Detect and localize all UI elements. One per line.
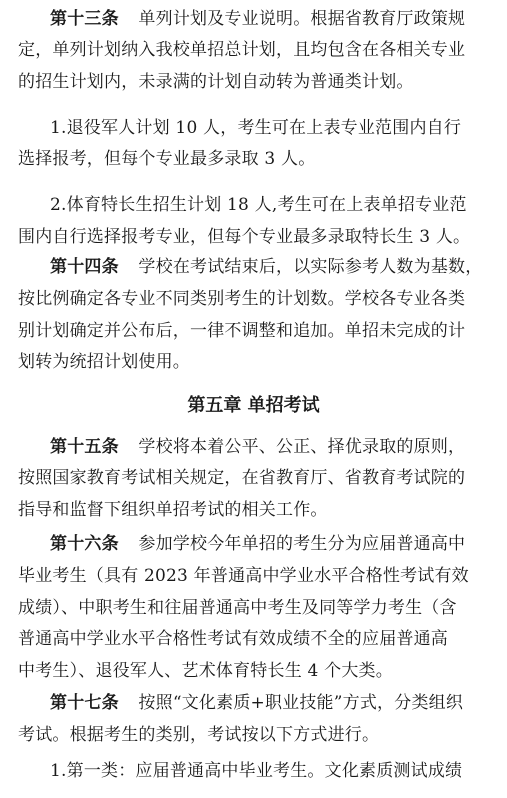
article-17-text: 按照“文化素质+职业技能”方式，分类组织 xyxy=(138,693,464,713)
article-17-label: 第十七条 xyxy=(50,693,119,713)
article-16-label: 第十六条 xyxy=(50,534,119,554)
chapter-5-heading: 第五章 单招考试 xyxy=(187,395,320,416)
article-13-line-1 xyxy=(50,8,498,30)
article-15-line-2: 按照国家教育考试相关规定，在省教育厅、省教育考试院的 xyxy=(18,468,466,488)
item-3-line-1: 1.第一类：应届普通高中毕业考生。文化素质测试成绩 xyxy=(50,761,463,781)
article-16-line-3: 成绩）、中职考生和往届普通高中考生及同等学力考生（含 xyxy=(18,598,457,618)
article-15-line-1 xyxy=(50,436,498,458)
article-17-line-2: 考试。根据考生的类别，考试按以下方式进行。 xyxy=(18,725,380,745)
article-14-label: 第十四条 xyxy=(50,257,119,277)
article-14-line-4: 划转为统招计划使用。 xyxy=(18,352,190,372)
item-2-line-1: 2.体育特长生招生计划 18 人,考生可在上表单招专业范 xyxy=(50,195,467,215)
article-14-text: 学校在考试结束后，以实际参考人数为基数， xyxy=(138,257,483,277)
article-16-line-4: 普通高中学业水平合格性考试有效成绩不全的应届普通高 xyxy=(18,629,448,649)
article-16-text: 参加学校今年单招的考生分为应届普通高中 xyxy=(138,534,466,554)
article-13-label: 第十三条 xyxy=(50,9,119,29)
item-2-line-2: 围内自行选择报考专业，但每个专业最多录取特长生 3 人。 xyxy=(18,227,471,247)
article-16-line-2: 毕业考生（具有 2023 年普通高中学业水平合格性考试有效 xyxy=(18,566,469,586)
article-14-line-3: 别计划确定并公布后，一律不调整和追加。单招未完成的计 xyxy=(18,321,466,341)
article-17-line-1 xyxy=(50,692,498,714)
article-15-label: 第十五条 xyxy=(50,437,119,457)
article-14-line-2: 按比例确定各专业不同类别考生的计划数。学校各专业各类 xyxy=(18,289,466,309)
item-1-line-1: 1.退役军人计划 10 人，考生可在上表专业范围内自行 xyxy=(50,118,462,138)
article-14-line-1 xyxy=(50,256,498,278)
article-16-line-1 xyxy=(50,533,498,555)
article-13-text: 单列计划及专业说明。根据省教育厅政策规 xyxy=(138,9,466,29)
article-15-line-3: 指导和监督下组织单招考试的相关工作。 xyxy=(18,500,328,520)
item-1-line-2: 选择报考，但每个专业最多录取 3 人。 xyxy=(18,149,316,169)
article-13-line-3: 的招生计划内，未录满的计划自动转为普通类计划。 xyxy=(18,72,414,92)
article-16-line-5: 中考生）、退役军人、艺术体育特长生 4 个大类。 xyxy=(18,661,393,681)
article-13-line-2: 定，单列计划纳入我校单招总计划，且均包含在各相关专业 xyxy=(18,40,466,60)
article-15-text: 学校将本着公平、公正、择优录取的原则， xyxy=(138,437,466,457)
